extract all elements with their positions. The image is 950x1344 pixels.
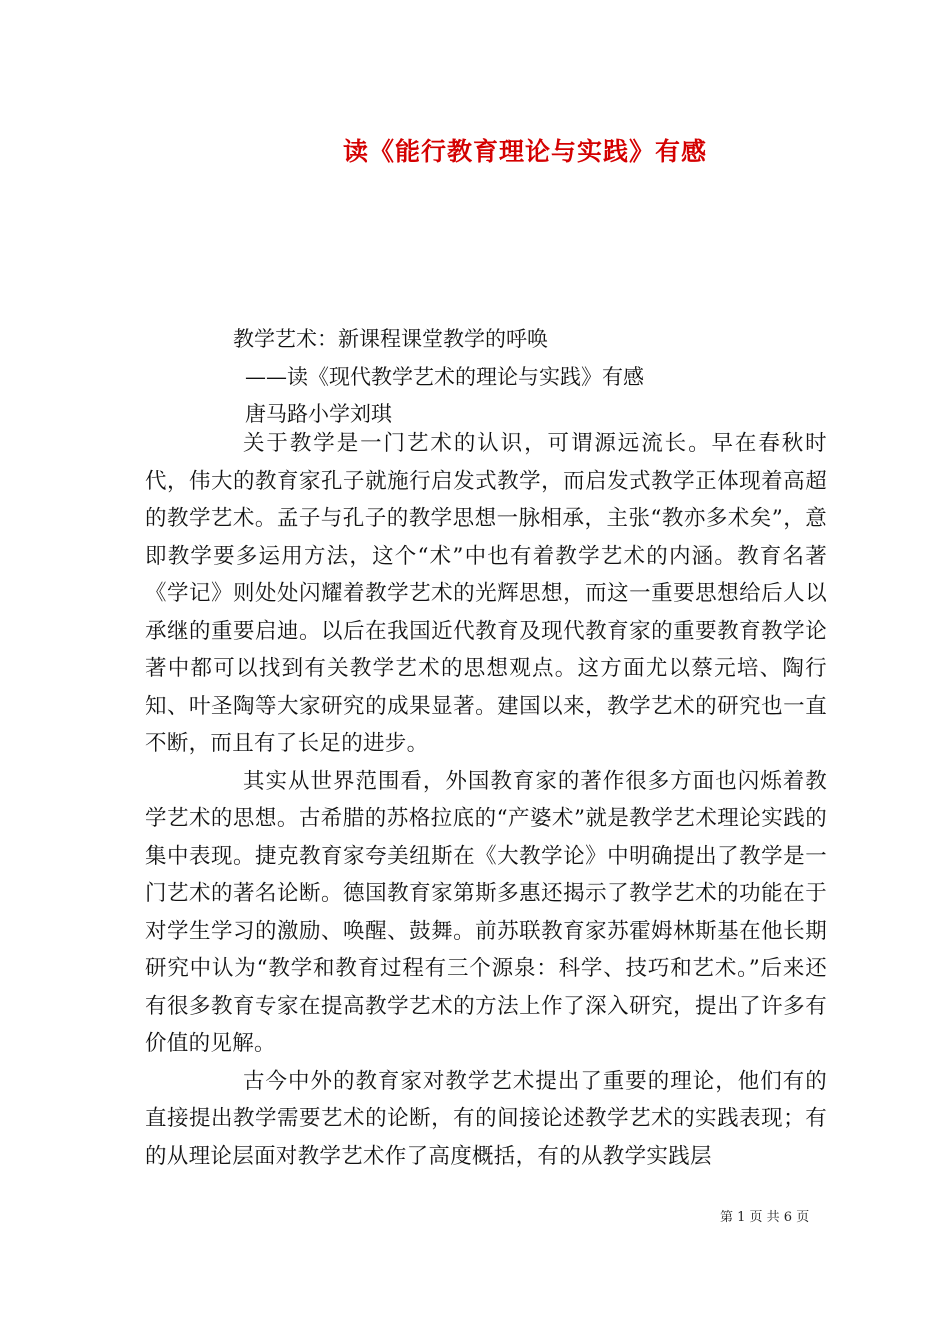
paragraph: 其实从世界范围看，外国教育家的著作很多方面也闪烁着教学艺术的思想。古希腊的苏格拉底的“产婆术”就是教学艺术理论实践的集中表现。捷克教育家夸美纽斯在《大教学论》中明确提出了教学是一门艺术的著名论断。德国教育家第斯多惠还揭示了教学艺术的功能在于对学生学习的激励、唤醒、鼓舞。前苏联教育家苏霍姆林斯基在他长期研究中认为“教学和教育过程有三个源泉：科学、技巧和艺术。”后来还有很多教育专家在提高教学艺术的方法上作了深入研究，提出了许多有价值的见解。 [145,768,827,1056]
subtitle-sub: ——读《现代教学艺术的理论与实践》有感 [245,365,644,389]
subtitle-main: 教学艺术：新课程课堂教学的呼唤 [233,327,548,351]
page-number: 第 1 页 共 6 页 [720,1210,810,1225]
paragraph: 关于教学是一门艺术的认识，可谓源远流长。早在春秋时代，伟大的教育家孔子就施行启发式教学，而启发式教学正体现着高超的教学艺术。孟子与孔子的教学思想一脉相承，主张“教亦多术矣”，意即教学要多运用方法，这个“术”中也有着教学艺术的内涵。教育名著《学记》则处处闪耀着教学艺术的光辉思想，而这一重要思想给后人以承继的重要启迪。以后在我国近代教育及现代教育家的重要教育教学论著中都可以找到有关教学艺术的思想观点。这方面尤以蔡元培、陶行知、叶圣陶等大家研究的成果显著。建国以来，教学艺术的研究也一直不断，而且有了长足的进步。 [145,431,827,756]
author-line: 唐马路小学刘琪 [245,402,392,426]
paragraph: 古今中外的教育家对教学艺术提出了重要的理论，他们有的直接提出教学需要艺术的论断，有的间接论述教学艺术的实践表现；有的从理论层面对教学艺术作了高度概括，有的从教学实践层 [145,1068,827,1169]
document-body [145,425,827,1175]
document-title: 读《能行教育理论与实践》有感 [342,137,707,166]
